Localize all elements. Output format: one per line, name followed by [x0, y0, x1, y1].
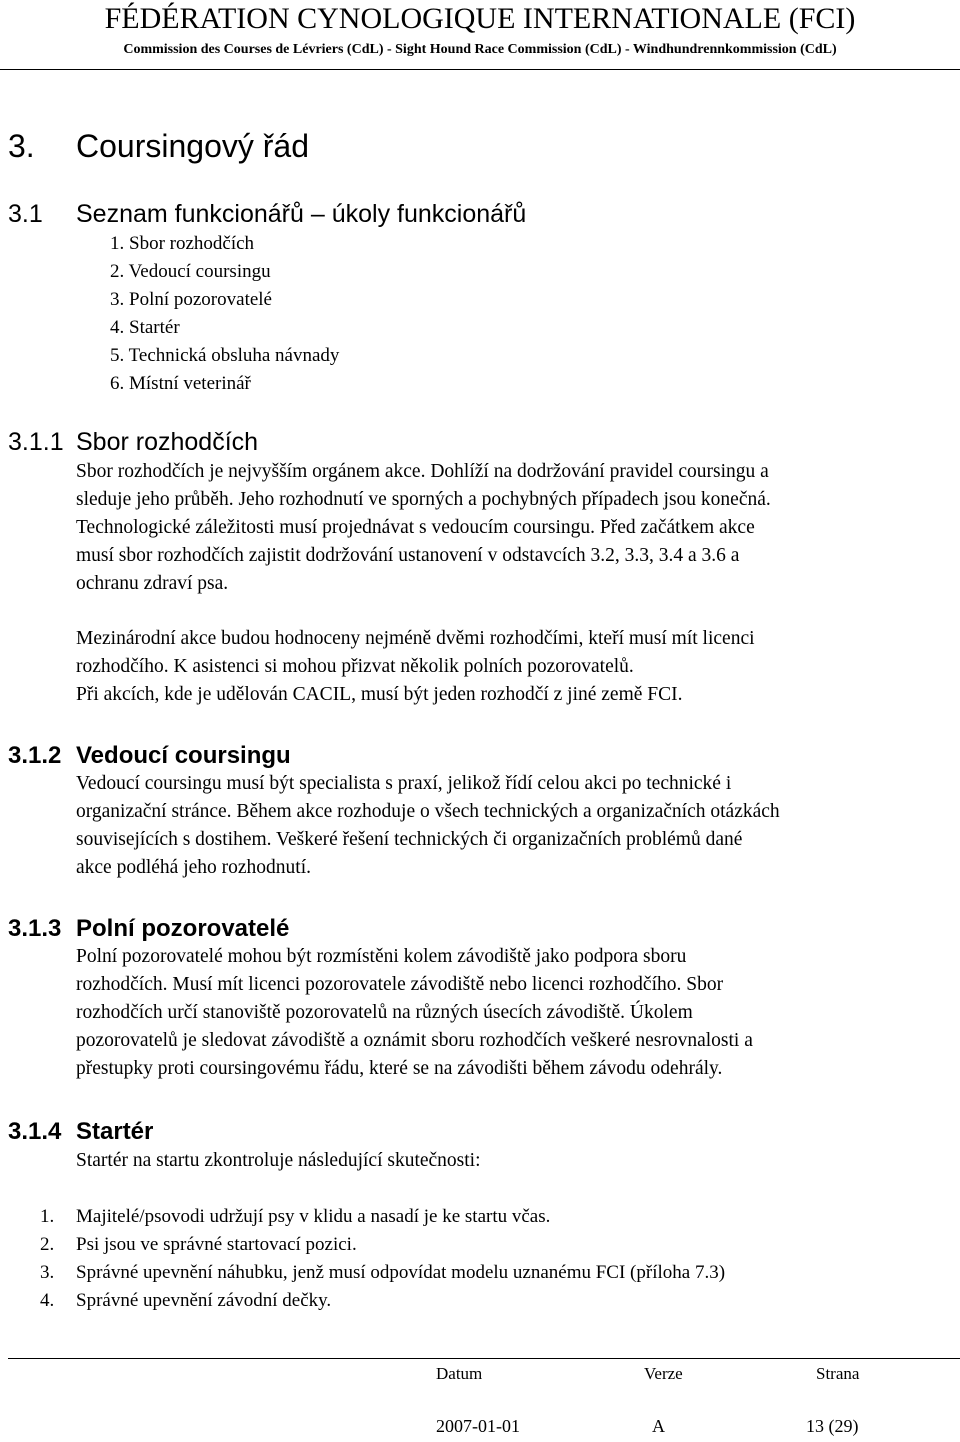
footer-date: 2007-01-01 [436, 1416, 520, 1436]
paragraph-line: Při akcích, kde je udělován CACIL, musí být jeden rozhodčí z jiné země FCI. [76, 684, 683, 705]
paragraph-line: souvisejících s dostihem. Veškeré řešení technických či organizačních problémů dané [76, 829, 743, 850]
section-3-1-4-number: 3.1.4 [8, 1118, 62, 1145]
list-item: 5. Technická obsluha návnady [110, 345, 340, 366]
header-subtitle: Commission des Courses de Lévriers (CdL) - Sight Hound Race Commission (CdL) - Windhundrennkommission (CdL) [123, 42, 837, 57]
section-3-1-number: 3.1 [8, 200, 43, 228]
footer-date-label: Datum [436, 1364, 483, 1383]
footer-version-label: Verze [644, 1364, 683, 1383]
list-item: Majitelé/psovodi udržují psy v klidu a nasadí je ke startu včas. [76, 1206, 551, 1227]
list-item: Správné upevnění závodní dečky. [76, 1290, 332, 1311]
footer-version: A [652, 1416, 665, 1436]
paragraph-line: ochranu zdraví psa. [76, 573, 229, 594]
list-item-number: 2. [40, 1234, 55, 1255]
list-item: 6. Místní veterinář [110, 373, 251, 394]
list-item-number: 4. [40, 1290, 55, 1311]
list-item: Správné upevnění náhubku, jenž musí odpovídat modelu uznanému FCI (příloha 7.3) [76, 1262, 726, 1283]
list-item: Psi jsou ve správné startovací pozici. [76, 1234, 357, 1255]
list-item: 3. Polní pozorovatelé [110, 289, 272, 310]
section-3-1-2-number: 3.1.2 [8, 742, 62, 769]
paragraph-line: Technologické záležitosti musí projednávat s vedoucím coursingu. Před začátkem akce [76, 517, 755, 538]
chapter-number: 3. [8, 128, 35, 164]
paragraph-line: Polní pozorovatelé mohou být rozmístěni kolem závodiště jako podpora sboru [76, 946, 687, 967]
paragraph-line: Mezinárodní akce budou hodnoceny nejméně dvěmi rozhodčími, kteří musí mít licenci [76, 628, 755, 649]
section-3-1-1-number: 3.1.1 [8, 428, 64, 456]
list-item-number: 3. [40, 1262, 55, 1283]
paragraph-line: Vedoucí coursingu musí být specialista s praxí, jelikož řídí celou akci po technické i [76, 773, 732, 794]
paragraph-line: sleduje jeho průběh. Jeho rozhodnutí ve sporných a pochybných případech jsou konečná. [76, 489, 771, 510]
paragraph-line: musí sbor rozhodčích zajistit dodržování ustanovení v odstavcích 3.2, 3.3, 3.4 a 3.6 a [76, 545, 740, 566]
paragraph-line: Sbor rozhodčích je nejvyšším orgánem akce. Dohlíží na dodržování pravidel coursingu a [76, 461, 769, 482]
list-item: 2. Vedoucí coursingu [110, 261, 271, 282]
paragraph-line: rozhodčích určí stanoviště pozorovatelů na různých úsecích závodiště. Úkolem [76, 1002, 693, 1023]
section-3-1-2-title: Vedoucí coursingu [76, 742, 291, 769]
list-item-number: 1. [40, 1206, 55, 1227]
section-3-1-1-title: Sbor rozhodčích [76, 428, 259, 456]
section-3-1-4-title: Startér [76, 1118, 154, 1145]
list-item: 4. Startér [110, 317, 180, 338]
paragraph-line: rozhodčích. Musí mít licenci pozorovatele závodiště nebo licenci rozhodčího. Sbor [76, 974, 724, 995]
header-divider [0, 69, 960, 70]
paragraph-line: organizační stránce. Během akce rozhoduje o všech technických a organizačních otázkách [76, 801, 780, 822]
chapter-title: Coursingový řád [76, 128, 309, 164]
paragraph-line: pozorovatelů je sledovat závodiště a oznámit sboru rozhodčích veškeré nesrovnalosti a [76, 1030, 753, 1051]
header-title: FÉDÉRATION CYNOLOGIQUE INTERNATIONALE (FCI) [104, 2, 856, 35]
section-3-1-3-number: 3.1.3 [8, 915, 62, 942]
paragraph-line: přestupky proti coursingovému řádu, které se na závodišti během závodu odehrály. [76, 1058, 723, 1079]
footer-page-label: Strana [816, 1364, 860, 1383]
section-3-1-title: Seznam funkcionářů – úkoly funkcionářů [76, 200, 527, 228]
footer-divider [8, 1358, 960, 1359]
paragraph-line: Startér na startu zkontroluje následující skutečnosti: [76, 1150, 481, 1171]
list-item: 1. Sbor rozhodčích [110, 233, 255, 254]
paragraph-line: rozhodčího. K asistenci si mohou přizvat několik polních pozorovatelů. [76, 656, 634, 677]
footer-page: 13 (29) [806, 1416, 859, 1436]
section-3-1-3-title: Polní pozorovatelé [76, 915, 290, 942]
paragraph-line: akce podléhá jeho rozhodnutí. [76, 857, 311, 878]
